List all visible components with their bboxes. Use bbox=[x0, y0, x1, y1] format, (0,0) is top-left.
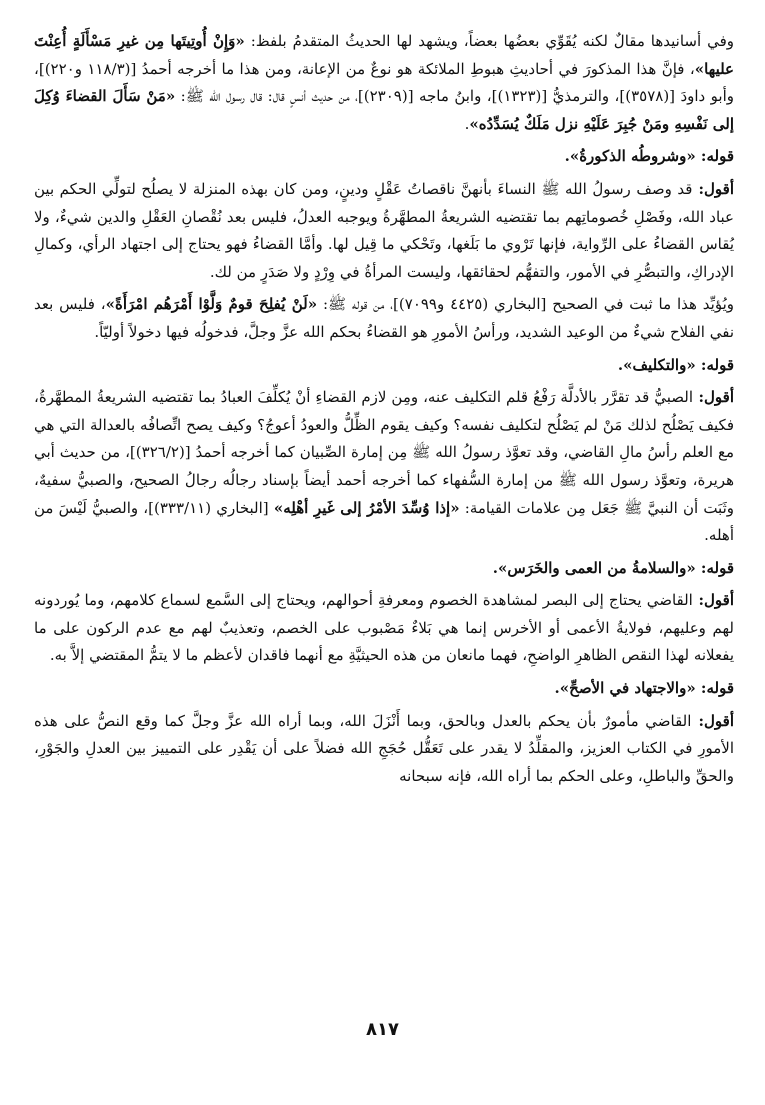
emphasized-text: «والتكليف» bbox=[623, 355, 696, 374]
page-number: ٨١٧ bbox=[366, 1019, 399, 1040]
paragraph bbox=[34, 587, 734, 670]
section-heading bbox=[34, 675, 734, 703]
text-run: قد وصف رسولُ الله ﷺ النساءَ بأنهنَّ ناقصاتُ عَقْلٍ ودينٍ، ومن كان بهذه المنزلة لا يصلُح لتولِّي الحكم بين عباد الله، وفَصْلِ خُصوماتِهم بما تقتضيه الشريعةُ المطهَّرةُ ويوجبه العدلُ، فليس بعد نُقْصانِ العَقْلِ والدين شيءٌ، ولا يُقاس القضاءُ على الرِّواية، فإنها تَرْوي ما بَلَغها، وتَحْكي ما قِيل لها. وأمَّا القضاءُ فهو يحتاج إلى اجتهاد الرأي، وكمالِ الإدراكِ، والتبصُّرِ في الأمور، والتفهُّم لحقائقها، وليست المرأةُ في وِرْدٍ ولا صَدَرٍ من لك. bbox=[34, 179, 734, 281]
paragraph bbox=[34, 176, 734, 286]
emphasized-text: أقول: bbox=[691, 711, 734, 730]
text-run: ، فليس بعد نفي الفلاح شيءٌ من الوعيد الشديد، ورأسُ الأمورِ هو القضاءُ بحكم الله عزَّ وجلَّ، فدخولُه فيها دخولاً أوليّاً. bbox=[34, 295, 734, 341]
emphasized-text: «إذا وُسِّدَ الأمْرُ إلى غَيرِ أهْلِه» bbox=[273, 498, 460, 517]
emphasized-text: «والاجتهاد في الأصحِّ» bbox=[559, 679, 696, 698]
emphasized-text: «وشروطُه الذكورةُ» bbox=[569, 147, 696, 166]
paragraph bbox=[34, 384, 734, 550]
emphasized-text: أقول: bbox=[692, 591, 734, 610]
text-run: . bbox=[464, 114, 470, 133]
text-run: . bbox=[554, 679, 560, 698]
text-run: ويُؤيِّد هذا ما ثبت في الصحيح [البخاري (٤٤٢٥ و٧٠٩٩)]، من قوله ﷺ: bbox=[317, 295, 734, 314]
text-run: . bbox=[564, 147, 570, 166]
text-run: [البخاري (٣٣٣/١١)]، والصبيُّ لَيْسَ من أهله. bbox=[34, 498, 734, 545]
text-run: . bbox=[617, 355, 624, 374]
text-run: الصبيُّ قد تقرَّر بالأدلَّة رَفْعُ قلم التكليف عنه، ومِن لازم القضاءِ أنْ يُكلِّفَ العبادُ بما تقتضيه الشريعةُ المطهَّرةُ، فكيف يَصْلُح لذلك مَنْ لم يَصْلُح لتكليف نفسه؟ وكيف يقوم الظِّلُّ والعودُ أعوجُ؟ وكيف يصح اتِّصافُه بالعدالة التي هي مع العلم رأسُ مالِ القاضي، وقد تعوَّذ رسولُ الله ﷺ مِن إمارة الصِّبيان كما أخرجه أحمدُ [(٣٢٦/٢)]، من حديث أبي هريرة، وتعوَّذ رسول الله ﷺ من إمارة السُّفهاء كما أخرجه أحمد أيضاً بإسناد رجالُه رجالُ الصحيح، والصبيُّ سفيهٌ، وثَبَت أن النبيَّ ﷺ جَعَل مِن علامات القيامة: bbox=[34, 388, 735, 517]
text-run: قوله: bbox=[695, 679, 734, 698]
text-run: القاضي مأمورٌ بأن يحكم بالعدل وبالحق، وبما أَنْزَلَ الله، وبما أراه الله عزَّ وجلَّ كما وقع النصُّ على هذه الأمورِ في الكتاب العزيز، والمقلِّدُ لا يقدر على تَعَقُّل حُجَجِ الله فضلاً على أن يَقْدِر على التمييز بين العدلِ والجَوْرِ، والحقِّ والباطلِ، وعلى الحكم بما أراه الله، فإنه سبحانه bbox=[34, 711, 734, 785]
text-run: . bbox=[492, 558, 499, 577]
emphasized-text: أقول: bbox=[693, 388, 734, 407]
text-run: قوله: bbox=[695, 558, 734, 577]
paragraph bbox=[34, 28, 734, 138]
document-body bbox=[34, 28, 734, 795]
section-heading bbox=[34, 352, 734, 380]
emphasized-text: «والسلامةُ من العمى والخَرَس» bbox=[498, 558, 696, 577]
text-run: قوله: bbox=[695, 147, 734, 166]
emphasized-text: «مَنْ سَأَلَ القضاءَ وُكِلَ إلى نَفْسِهِ ومَنْ جُبِرَ عَلَيْهِ نزل مَلَكٌ يُسَدِّدُه» bbox=[34, 87, 734, 133]
section-heading bbox=[34, 143, 734, 171]
section-heading bbox=[34, 555, 734, 583]
text-run: قوله: bbox=[695, 355, 734, 374]
text-run: القاضي يحتاج إلى البصر لمشاهدة الخصوم ومعرفةِ أحوالهم، ويحتاج إلى السَّمع لسماع كلامهم، وما يُوردونه لهم وعليهم، فولايةُ الأعمى أو الأخرس إنما هي بَلاءٌ مَصْبوب على الخصم، وتعذيبٌ لهم مع عدم الركون على ما يفعلانه لهذا النقص الظاهرِ الواضحِ، فهما مانعان من هذه الحيثيَّةِ مع أنهما فاقدان لأعظم ما لا يتمُّ المقتضي إلاَّ به. bbox=[34, 591, 734, 665]
paragraph bbox=[34, 291, 734, 346]
emphasized-text: أقول: bbox=[692, 179, 735, 198]
text-run: وفي أسانيدها مقالٌ لكنه يُقَوِّي بعضُها بعضاً، ويشهد لها الحديثُ المتقدمُ بلفظ: bbox=[244, 32, 734, 50]
emphasized-text: «وَإِنْ أُوتِيتَها مِن غيرِ مَسْأَلَةٍ أُعِنْتَ عليها» bbox=[34, 32, 735, 78]
emphasized-text: «لَنْ يُفلِحَ قومٌ وَلَّوْا أَمْرَهُم امْرَأَةً» bbox=[105, 295, 318, 314]
paragraph bbox=[34, 708, 734, 791]
text-run: ، فإنَّ هذا المذكورَ في أحاديثِ هبوطِ الملائكة هو نوعٌ من الإعانة، ومن هذا ما أخرجه أحمدُ [(١١٨/٣ و٢٢٠)]، وأبو داودَ [(٣٥٧٨)]، والترمذيُّ [(١٣٢٣)]، وابنُ ماجه [(٢٣٠٩)]، من حديث أنسٍ قال: قال رسول الله ﷺ: bbox=[34, 59, 734, 106]
